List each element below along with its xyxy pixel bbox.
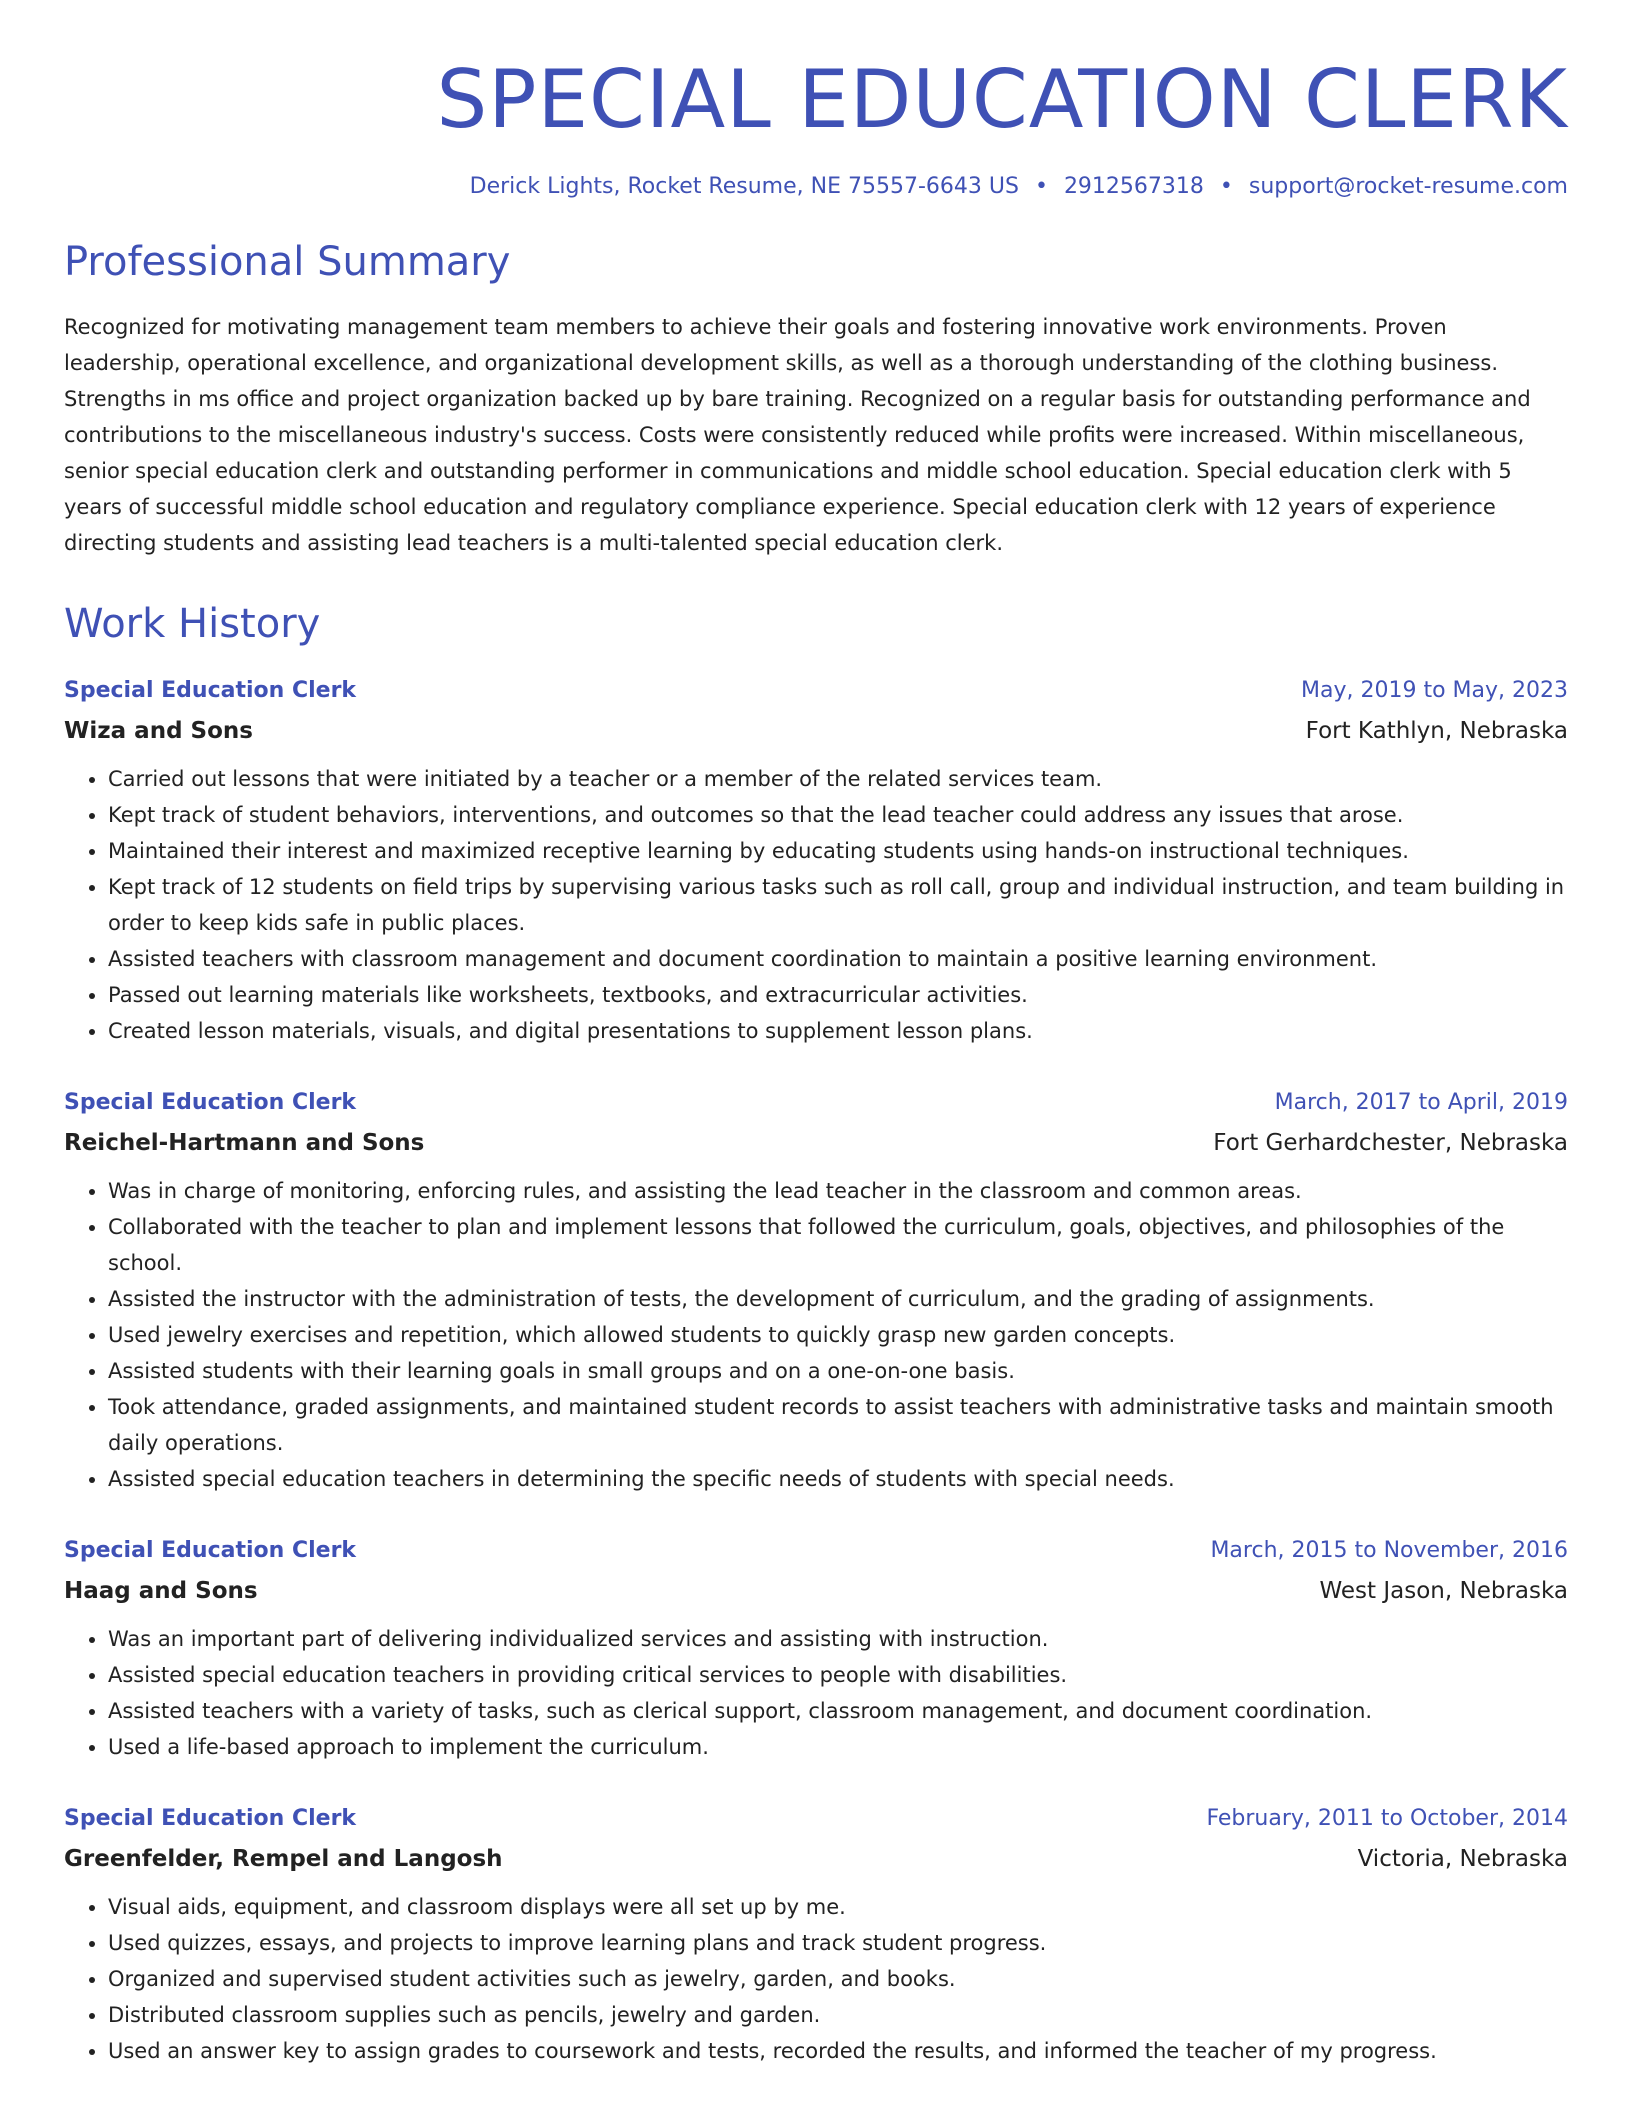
job-duty-item: • Kept track of 12 students on field trips by supervising various tasks such as roll call, group and individual instruction, and team building in order to keep kids safe in public places. [108, 869, 1568, 941]
job-dates: March, 2017 to April, 2019 [1274, 1090, 1568, 1115]
job-duty-item: • Assisted teachers with classroom management and document coordination to maintain a positive learning environment. [108, 941, 1568, 977]
job-duty-item: • Carried out lessons that were initiated by a teacher or a member of the related services team. [108, 761, 1568, 797]
job-duty-item: • Distributed classroom supplies such as pencils, jewelry and garden. [108, 1997, 1568, 2033]
job-company: Haag and Sons [64, 1578, 258, 1604]
job-duty-item: • Visual aids, equipment, and classroom displays were all set up by me. [108, 1889, 1568, 1925]
professional-summary-text: Recognized for motivating management team members to achieve their goals and fostering innovative work environments. Proven leadership, operational excellence, and organizational development skills, as well as a thorough understanding of the clothing business. Strengths in ms office and project organization backed up by bare training. Recognized on a regular basis for outstanding performance and contributions to the miscellaneous industry's success. Costs were consistently reduced while profits were increased. Within miscellaneous, senior special education clerk and outstanding performer in communications and middle school education. Special education clerk with 5 years of successful middle school education and regulatory compliance experience. Special education clerk with 12 years of experience directing students and assisting lead teachers is a multi-talented special education clerk. [64, 315, 1531, 555]
job-duty-item: • Maintained their interest and maximized receptive learning by educating students using hands-on instructional techniques. [108, 833, 1568, 869]
job-duties-list [64, 761, 1568, 1049]
job-duty-item: • Was an important part of delivering individualized services and assisting with instruction. [108, 1621, 1568, 1657]
resume-name-title: SPECIAL EDUCATION CLERK [436, 53, 1568, 146]
job-company-row [64, 1571, 1568, 1611]
job-spacer [64, 1497, 1568, 1531]
job-entry [64, 1083, 1568, 1497]
job-role: Special Education Clerk [64, 678, 357, 703]
job-entry [64, 1531, 1568, 1765]
job-duties-list [64, 1889, 1568, 2069]
job-duty-item: • Collaborated with the teacher to plan and implement lessons that followed the curriculum, goals, objectives, and philosophies of the school. [108, 1209, 1568, 1281]
job-location: Fort Kathlyn, Nebraska [1305, 718, 1568, 744]
job-title-row [64, 1799, 1568, 1839]
job-company: Reichel-Hartmann and Sons [64, 1130, 425, 1156]
contact-address: Derick Lights, Rocket Resume, NE 75557-6643 US [469, 174, 1019, 199]
contact-line [64, 174, 1568, 199]
job-duty-item: • Kept track of student behaviors, interventions, and outcomes so that the lead teacher could address any issues that arose. [108, 797, 1568, 833]
job-duty-item: • Assisted the instructor with the administration of tests, the development of curriculum, and the grading of assignments. [108, 1281, 1568, 1317]
job-duty-item: • Used quizzes, essays, and projects to improve learning plans and track student progress. [108, 1925, 1568, 1961]
job-duty-item: • Used a life-based approach to implement the curriculum. [108, 1729, 1568, 1765]
job-duty-item: • Used an answer key to assign grades to coursework and tests, recorded the results, and informed the teacher of my progress. [108, 2033, 1568, 2069]
job-duty-item: • Took attendance, graded assignments, and maintained student records to assist teachers with administrative tasks and maintain smooth daily operations. [108, 1389, 1568, 1461]
work-history-list [64, 671, 1568, 2103]
job-duty-item: • Assisted teachers with a variety of tasks, such as clerical support, classroom management, and document coordination. [108, 1693, 1568, 1729]
job-duty-item: • Assisted students with their learning goals in small groups and on a one-on-one basis. [108, 1353, 1568, 1389]
job-company-row [64, 1123, 1568, 1163]
job-spacer [64, 2069, 1568, 2103]
job-company-row [64, 1839, 1568, 1879]
job-duty-item: • Was in charge of monitoring, enforcing rules, and assisting the lead teacher in the classroom and common areas. [108, 1173, 1568, 1209]
job-role: Special Education Clerk [64, 1538, 357, 1563]
work-history-heading: Work History [64, 601, 321, 647]
job-company: Greenfelder, Rempel and Langosh [64, 1846, 503, 1872]
job-location: Victoria, Nebraska [1357, 1846, 1568, 1872]
job-dates: March, 2015 to November, 2016 [1210, 1538, 1568, 1563]
job-entry [64, 671, 1568, 1049]
job-duty-item: • Assisted special education teachers in determining the specific needs of students with special needs. [108, 1461, 1568, 1497]
professional-summary-heading: Professional Summary [64, 239, 511, 285]
job-title-row [64, 671, 1568, 711]
job-entry [64, 1799, 1568, 2069]
contact-phone: 2912567318 [1063, 174, 1204, 199]
job-role: Special Education Clerk [64, 1806, 357, 1831]
job-duty-item: • Passed out learning materials like worksheets, textbooks, and extracurricular activities. [108, 977, 1568, 1013]
job-title-row [64, 1531, 1568, 1571]
job-duty-item: • Created lesson materials, visuals, and digital presentations to supplement lesson plans. [108, 1013, 1568, 1049]
job-duty-item: • Assisted special education teachers in providing critical services to people with disabilities. [108, 1657, 1568, 1693]
job-location: West Jason, Nebraska [1319, 1578, 1568, 1604]
resume-page [64, 0, 1568, 2103]
job-company-row [64, 711, 1568, 751]
job-spacer [64, 1765, 1568, 1799]
job-title-row [64, 1083, 1568, 1123]
job-duty-item: • Used jewelry exercises and repetition, which allowed students to quickly grasp new garden concepts. [108, 1317, 1568, 1353]
contact-separator: • [1034, 174, 1048, 199]
job-duties-list [64, 1173, 1568, 1497]
job-dates: February, 2011 to October, 2014 [1206, 1806, 1568, 1831]
job-role: Special Education Clerk [64, 1090, 357, 1115]
contact-separator: • [1219, 174, 1233, 199]
contact-email[interactable]: support@rocket-resume.com [1248, 174, 1568, 199]
job-dates: May, 2019 to May, 2023 [1301, 678, 1568, 703]
job-location: Fort Gerhardchester, Nebraska [1213, 1130, 1568, 1156]
job-spacer [64, 1049, 1568, 1083]
job-duties-list [64, 1621, 1568, 1765]
job-duty-item: • Organized and supervised student activities such as jewelry, garden, and books. [108, 1961, 1568, 1997]
job-company: Wiza and Sons [64, 718, 253, 744]
